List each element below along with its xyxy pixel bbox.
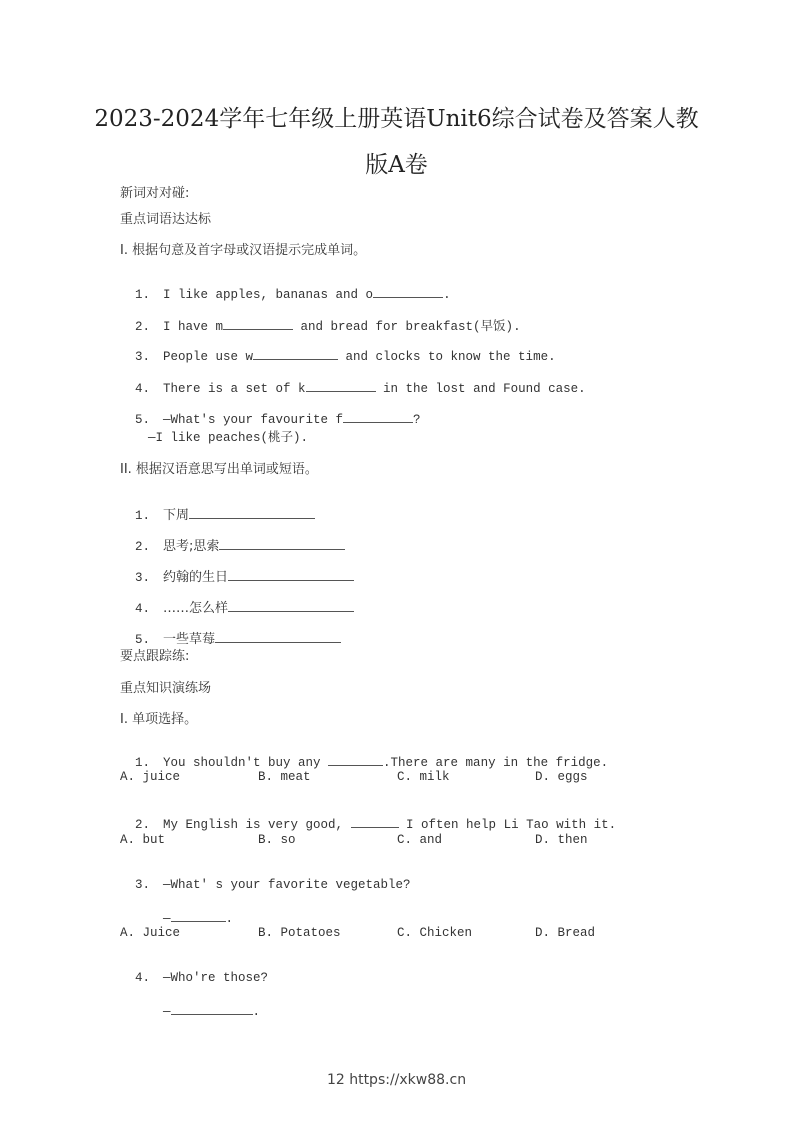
- part3-question-3: [120, 864, 411, 892]
- item-text: 约翰的生日: [163, 570, 229, 585]
- option-b[interactable]: B. so: [258, 833, 296, 847]
- answer-blank[interactable]: [306, 379, 376, 392]
- part1-heading: I. 根据句意及首字母或汉语提示完成单词。: [120, 243, 367, 258]
- part1-item-5: [120, 396, 421, 427]
- part1-item-4: [120, 365, 586, 396]
- answer-blank[interactable]: [373, 285, 443, 298]
- option-d[interactable]: D. eggs: [535, 770, 588, 784]
- dash: —: [163, 912, 171, 926]
- item-text: ?: [413, 413, 421, 427]
- item-text: I like apples, bananas and o: [163, 288, 374, 302]
- part3-question-4-reply: [120, 988, 260, 1019]
- option-a[interactable]: A. but: [120, 833, 166, 847]
- question-text: My English is very good,: [163, 818, 351, 832]
- option-d[interactable]: D. then: [535, 833, 588, 847]
- item-text: and bread for breakfast(早饭).: [293, 320, 521, 334]
- answer-blank[interactable]: [171, 909, 226, 922]
- part2-heading: II. 根据汉语意思写出单词或短语。: [120, 462, 318, 477]
- option-a[interactable]: A. juice: [120, 770, 181, 784]
- item-number: 4.: [135, 971, 151, 985]
- item-text: There is a set of k: [163, 382, 306, 396]
- item-number: 5.: [135, 413, 151, 427]
- item-number: 1.: [135, 756, 151, 770]
- part3-question-1: [120, 739, 608, 770]
- answer-blank[interactable]: [189, 506, 315, 519]
- part2-item-1: [120, 490, 315, 523]
- item-text: in the lost and Found case.: [375, 382, 586, 396]
- item-text: People use w: [163, 350, 254, 364]
- option-b[interactable]: B. Potatoes: [258, 926, 341, 940]
- item-text: ……怎么样: [163, 601, 229, 616]
- part2-item-4: [120, 583, 354, 616]
- part1-item-2: [120, 302, 521, 334]
- part3-question-3-reply: [120, 895, 233, 926]
- part3-question-2: [120, 801, 616, 832]
- answer-blank[interactable]: [223, 317, 293, 330]
- answer-blank[interactable]: [215, 630, 341, 643]
- section-new-words: 新词对对碰:: [120, 186, 190, 201]
- section-key-words: 重点词语达达标: [120, 212, 212, 227]
- answer-blank[interactable]: [343, 410, 413, 423]
- answer-blank[interactable]: [253, 347, 338, 360]
- document-title-line1: 2023-2024学年七年级上册英语Unit6综合试卷及答案人教: [94, 106, 699, 132]
- part1-item-5-reply: —I like peaches(桃子).: [148, 431, 309, 445]
- part2-item-2: [120, 521, 345, 554]
- section-key-points: 要点跟踪练:: [120, 649, 190, 664]
- item-text: .: [443, 288, 451, 302]
- option-c[interactable]: C. and: [397, 833, 443, 847]
- item-text: 一些草莓: [163, 632, 216, 647]
- item-text: 下周: [163, 508, 190, 523]
- period: .: [252, 1005, 261, 1019]
- part2-item-5: [120, 614, 341, 647]
- option-c[interactable]: C. Chicken: [397, 926, 473, 940]
- question-text: —Who're those?: [163, 971, 269, 985]
- item-number: 4.: [135, 602, 151, 616]
- part2-item-3: [120, 552, 354, 585]
- item-text: and clocks to know the time.: [338, 350, 556, 364]
- document-title-line2: 版A卷: [365, 152, 428, 178]
- item-text: 思考;思索: [163, 539, 220, 554]
- option-a[interactable]: A. Juice: [120, 926, 181, 940]
- item-number: 4.: [135, 382, 151, 396]
- part1-item-1: [120, 271, 451, 302]
- question-text: I often help Li Tao with it.: [398, 818, 617, 832]
- option-d[interactable]: D. Bread: [535, 926, 596, 940]
- answer-blank[interactable]: [228, 568, 354, 581]
- item-number: 2.: [135, 540, 151, 554]
- page-footer: 12 https://xkw88.cn: [326, 1072, 467, 1088]
- item-number: 1.: [135, 509, 151, 523]
- item-number: 2.: [135, 818, 151, 832]
- question-text: You shouldn't buy any: [163, 756, 329, 770]
- part1-item-3: [120, 333, 556, 364]
- question-text: .There are many in the fridge.: [383, 756, 609, 770]
- option-b[interactable]: B. meat: [258, 770, 311, 784]
- item-number: 5.: [135, 633, 151, 647]
- question-text: —What' s your favorite vegetable?: [163, 878, 411, 892]
- item-number: 3.: [135, 350, 151, 364]
- part3-heading: I. 单项选择。: [120, 712, 198, 727]
- answer-blank[interactable]: [228, 599, 354, 612]
- answer-blank[interactable]: [328, 753, 383, 766]
- section-drill: 重点知识演练场: [120, 681, 212, 696]
- item-text: —What's your favourite f: [163, 413, 344, 427]
- item-text: I have m: [163, 320, 224, 334]
- answer-blank[interactable]: [171, 1002, 253, 1015]
- answer-blank[interactable]: [351, 815, 399, 828]
- answer-blank[interactable]: [219, 537, 345, 550]
- item-number: 3.: [135, 878, 151, 892]
- dash: —: [163, 1005, 171, 1019]
- item-number: 3.: [135, 571, 151, 585]
- part3-question-4: [120, 957, 268, 985]
- item-number: 2.: [135, 320, 151, 334]
- period: .: [225, 912, 234, 926]
- item-number: 1.: [135, 288, 151, 302]
- option-c[interactable]: C. milk: [397, 770, 450, 784]
